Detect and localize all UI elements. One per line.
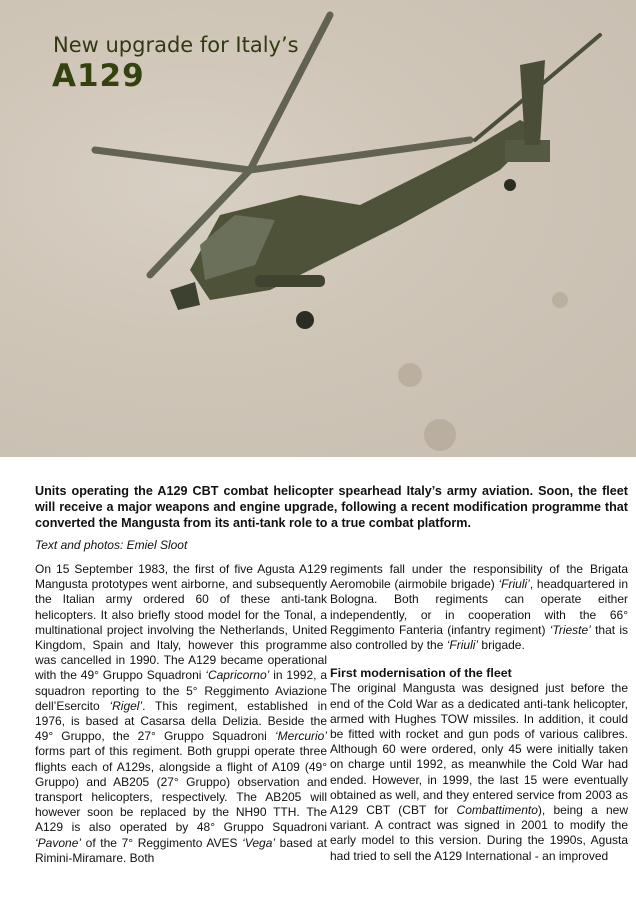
- lead-paragraph: Units operating the A129 CBT combat helicopter spearhead Italy’s army aviation. Soon, the fleet will receive a major weapons and engine upgrade, following a recent modification programme that converted the Mangusta from its anti-tank role to a true combat platform.: [35, 484, 628, 530]
- body-paragraph: On 15 September 1983, the first of five Agusta A129 Mangusta prototypes went airborne, and subsequently the Italian army ordered 60 of these anti-tank helicopters. It also briefly stood model for the Tonal, a multinational project involving the Netherlands, United Kingdom, Spain and Italy, however this programme was cancelled in 1990. The A129 became operational with the 49° Gruppo Squadroni ‘Capricorno’ in 1992, a squadron reporting to the 5° Reggimento Aviazione dell’Esercito ‘Rigel’. This regiment, established in 1976, is based at Casarsa della Delizia. Beside the 49° Gruppo, the 27° Gruppo Squadroni ‘Mercurio’ forms part of this regiment. Both gruppi operate three flights each of A129s, alongside a flight of A109 (49° Gruppo) and AB205 (27° Gruppo) observation and transport helicopters, respectively. The AB205 will however soon be replaced by the NH90 TTH. The A129 is also operated by 48° Gruppo Squadroni ‘Pavone’ of the 7° Reggimento AVES ‘Vega’ based at Rimini-Miramare. Both: [35, 562, 328, 865]
- body-paragraph: regiments fall under the responsibility of the Brigata Aeromobile (airmobile brigade) ‘Friuli’, headquartered in Bologna. Both regiments can operate either independently, or in cooperation with the 66° Reggimento Fanteria (infantry regiment) ‘Trieste’ that is also controlled by the ‘Friuli’ brigade.: [330, 562, 629, 653]
- body-paragraph: The original Mangusta was designed just before the end of the Cold War as a dedicated anti-tank helicopter, armed with Hughes TOW missiles. In addition, it could be fitted with rocket and gun pods of various calibres. Although 60 were ordered, only 45 were initially taken on charge until 1992, as meanwhile the Cold War had ended. However, in 1999, the last 15 were eventually obtained as well, and they entered service from 2003 as A129 CBT (CBT for Combattimento), being a new variant. A contract was signed in 2001 to modify the early model to this version. During the 1990s, Agusta had tried to sell the A129 International - an improved: [330, 681, 628, 863]
- column-left: [35, 562, 327, 866]
- column-right: [330, 562, 628, 864]
- headline-title: A129: [52, 58, 145, 94]
- byline: Text and photos: Emiel Sloot: [35, 538, 188, 552]
- section-heading: First modernisation of the fleet: [330, 666, 512, 681]
- headline-kicker: New upgrade for Italy’s: [53, 33, 299, 57]
